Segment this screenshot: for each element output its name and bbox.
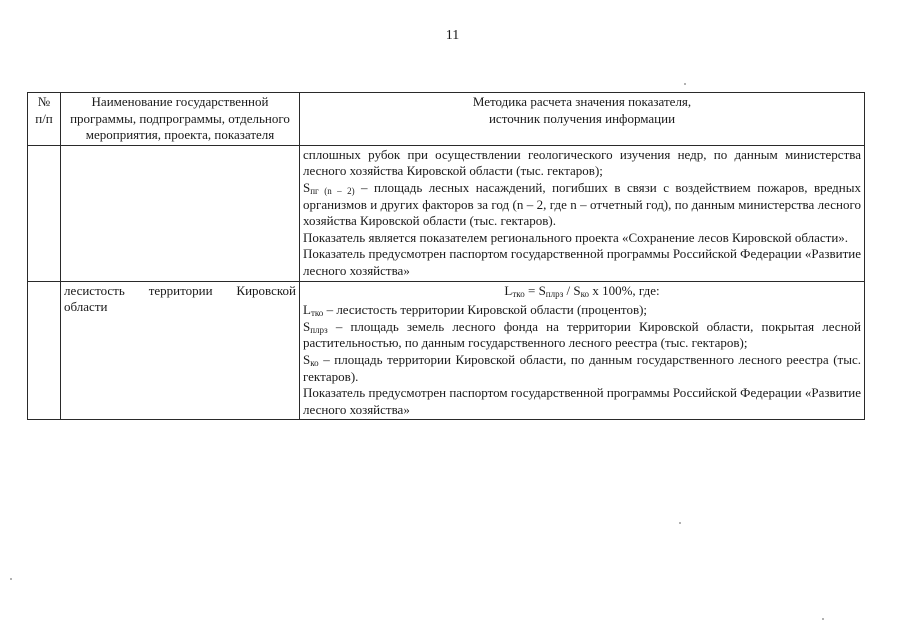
symbol: S (303, 351, 311, 367)
row2-definition-2 (303, 319, 861, 352)
row1-paragraph-4: Показатель предусмотрен паспортом государственной программы Российской Федерации «Развитие лесного хозяйства» (303, 246, 861, 278)
formula-s2-sub: ко (580, 288, 590, 299)
formula-eq: = (524, 282, 539, 298)
table-header-row (28, 93, 865, 146)
header-method-line1: Методика расчета значения показателя, (472, 94, 692, 109)
formula-s1-sub: плрз (545, 288, 564, 299)
row2-method (300, 281, 865, 420)
scan-speck (679, 522, 681, 524)
row1-name (61, 145, 300, 281)
formula-l-sub: тко (512, 288, 525, 299)
formula-s2: S (573, 282, 581, 298)
symbol-subscript: тко (310, 308, 324, 319)
header-method (300, 93, 865, 146)
symbol: S (303, 179, 311, 195)
symbol-subscript: пг (n – 2) (310, 185, 355, 196)
formula-s1: S (538, 282, 546, 298)
formula-l: L (504, 282, 513, 298)
indicator-table (27, 92, 865, 420)
header-number: № п/п (28, 93, 61, 146)
formula (303, 283, 861, 300)
indicator-name: лесистость территории Кировской области (64, 282, 296, 315)
row2-definition-1 (303, 302, 861, 319)
row2-definition-3 (303, 352, 861, 385)
scan-speck (822, 618, 824, 620)
table-row (28, 281, 865, 420)
definition-text: – лесистость территории Кировской области (процентов); (323, 302, 648, 318)
row1-paragraph-3: Показатель является показателем регионального проекта «Сохранение лесов Кировской области». (303, 229, 849, 245)
row2-name (61, 281, 300, 420)
definition-text: – площадь территории Кировской области, по данным государственного лесного реестра (тыс. гектаров). (303, 351, 861, 384)
row1-number (28, 145, 61, 281)
symbol-subscript: плрз (310, 324, 328, 335)
scan-speck (10, 578, 12, 580)
row2-definition-4: Показатель предусмотрен паспортом государственной программы Российской Федерации «Развитие лесного хозяйства» (303, 385, 861, 417)
header-method-line2: источник получения информации (488, 110, 676, 126)
row2-number (28, 281, 61, 420)
row1-method (300, 145, 865, 281)
header-name: Наименование государственной программы, подпрограммы, отдельного мероприятия, проекта, показателя (61, 93, 300, 146)
definition-text: – площадь земель лесного фонда на территории Кировской области, покрытая лесной растительностью, по данным государственного лесного реестра (тыс. гектаров); (303, 318, 861, 351)
row1-paragraph-2 (303, 180, 861, 230)
row1-paragraph-1: сплошных рубок при осуществлении геологического изучения недр, по данным министерства лесного хозяйства Кировской области (тыс. гектаров); (303, 146, 861, 179)
page-number: 11 (445, 28, 460, 43)
definition-text: – площадь лесных насаждений, погибших в связи с воздействием пожаров, вредных организмов и других факторов за год (n – 2, где n – отчетный год), по данным министерства лесного хозяйства Кировской области (тыс. гектаров). (303, 179, 861, 229)
scan-speck (684, 83, 686, 85)
formula-tail: x 100%, где: (589, 282, 660, 298)
table-row (28, 145, 865, 281)
symbol-subscript: ко (310, 357, 319, 368)
symbol: S (303, 318, 311, 334)
formula-div: / (563, 282, 574, 298)
symbol: L (303, 302, 311, 318)
